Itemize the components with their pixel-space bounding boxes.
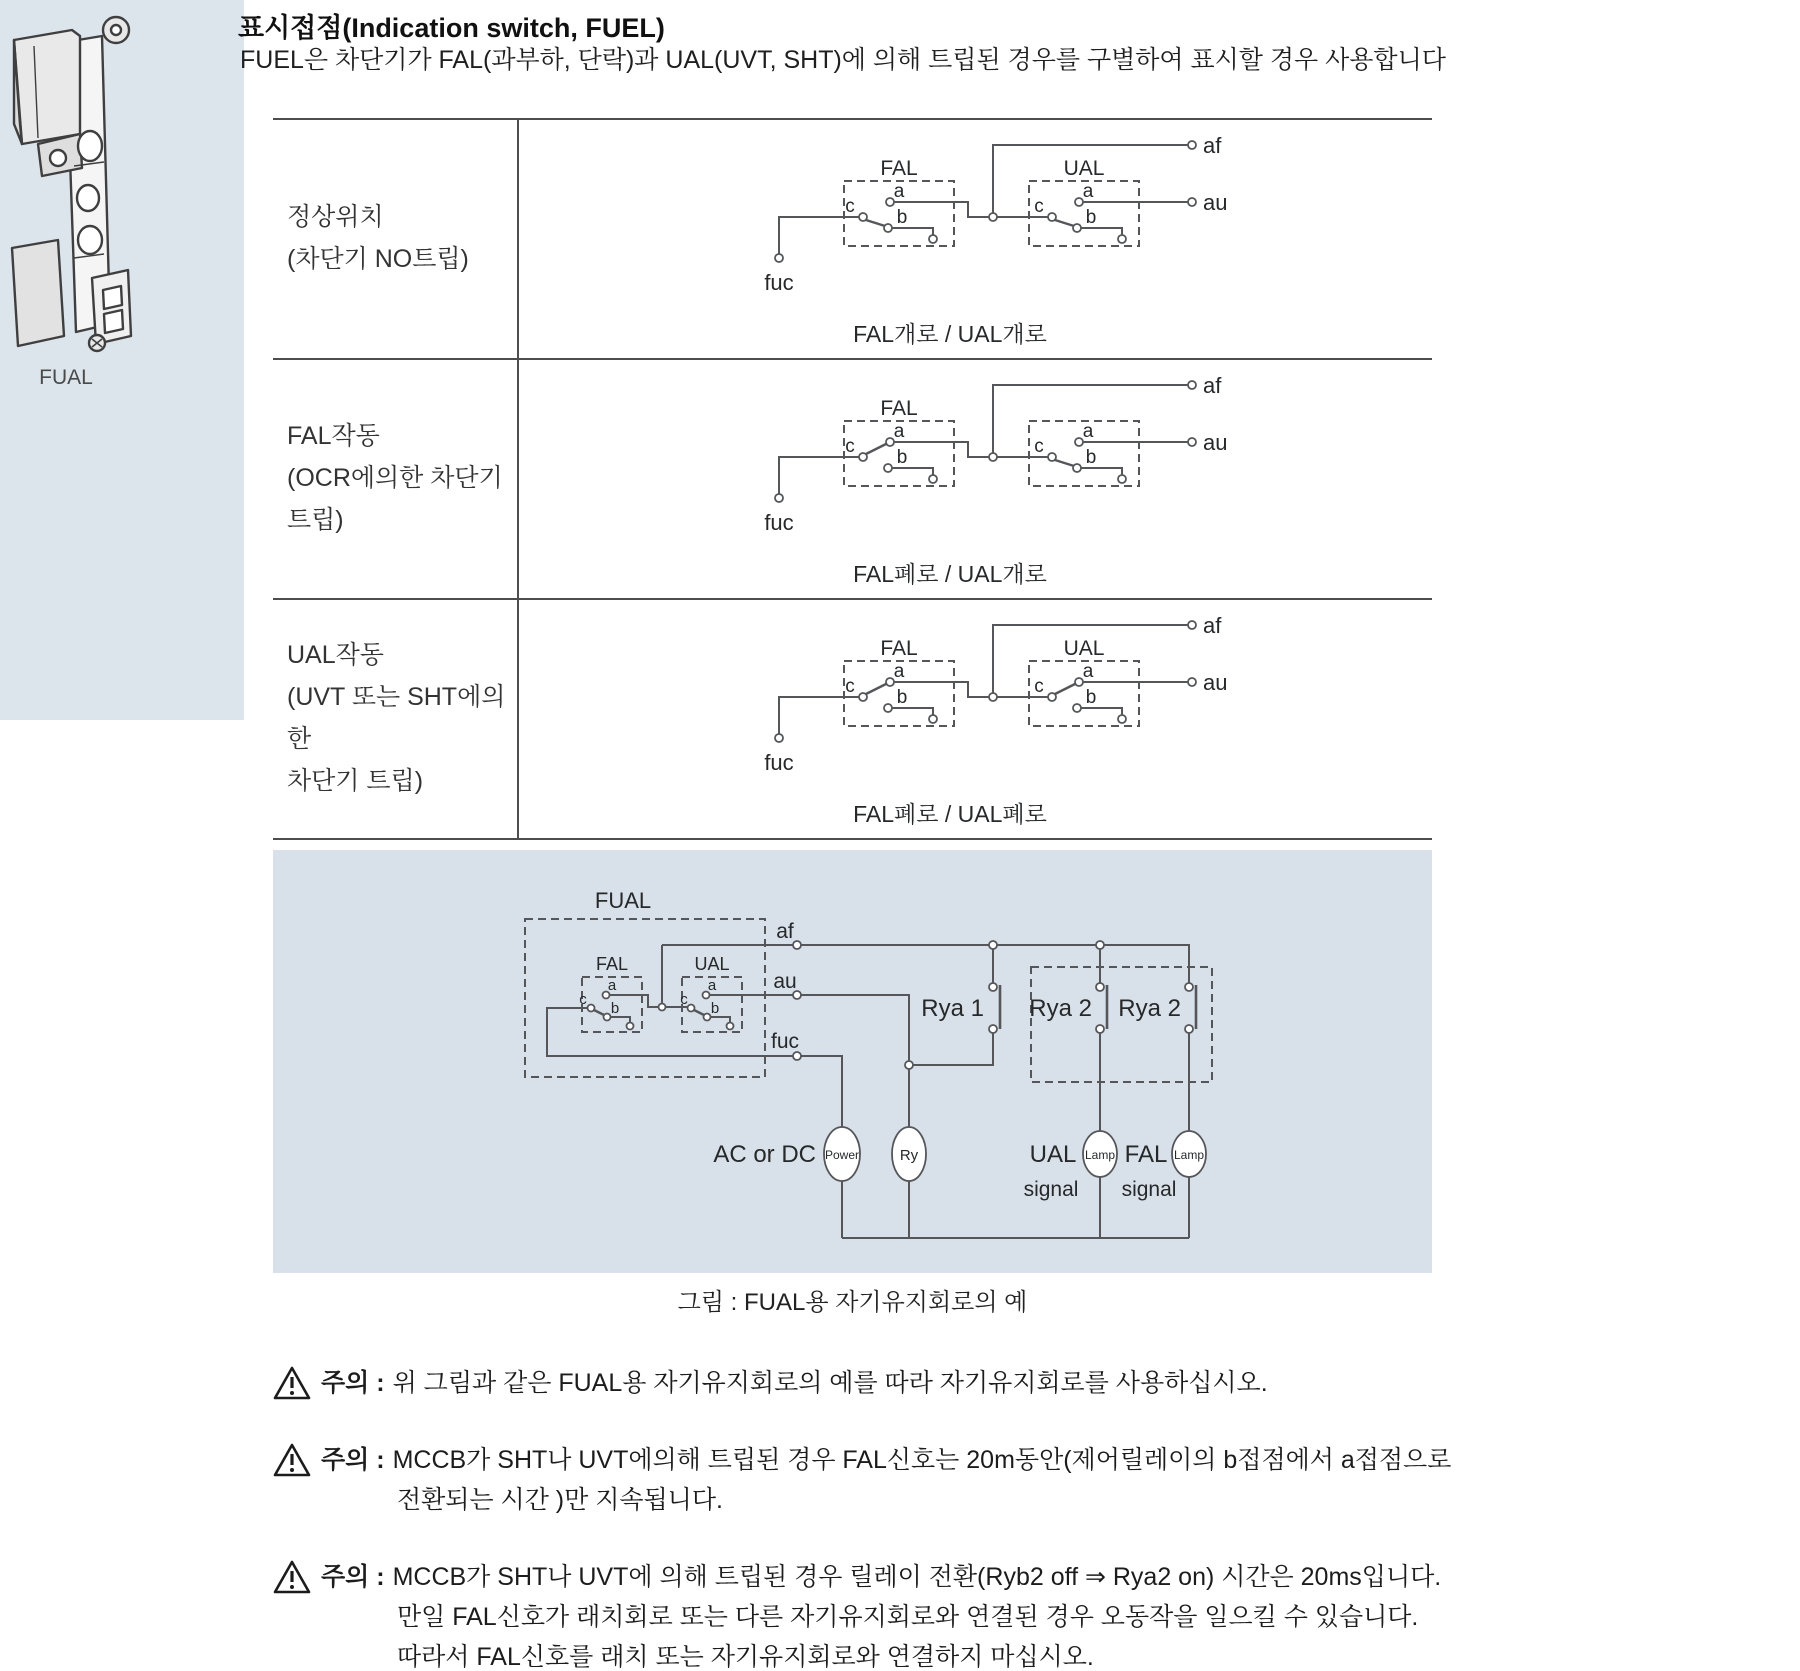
terminal-b-label: b [610, 1000, 620, 1017]
terminal-c-label: c [579, 991, 587, 1008]
ual-lever-open [694, 1010, 704, 1015]
ual-signal-label: signal [1023, 1178, 1079, 1201]
warning-label: 주의 : [321, 1563, 385, 1591]
row-caption: FAL개로 / UAL개로 [853, 321, 1047, 347]
terminal-b-label: b [710, 1000, 720, 1017]
warning-text: 전환되는 시간 )만 지속됩니다. [397, 1486, 723, 1514]
terminal-af-label: af [1203, 613, 1222, 638]
power-label: Power [824, 1148, 860, 1162]
fal-signal-label: signal [1121, 1178, 1177, 1201]
self-holding-circuit-diagram [273, 850, 1432, 1273]
fal-lever-open [866, 220, 885, 226]
table-border [273, 838, 1432, 840]
circuit-diagram-row-ual-operated [519, 598, 1432, 838]
page-subtitle: FUEL은 차단기가 FAL(과부하, 단락)과 UAL(UVT, SHT)에 의해 트립된 경우를 구별하여 표시할 경우 사용합니다 [240, 46, 1446, 74]
warning-text: 따라서 FAL신호를 래치 또는 자기유지회로와 연결하지 마십시오. [397, 1643, 1094, 1671]
figure-caption: 그림 : FUAL용 자기유지회로의 예 [677, 1289, 1028, 1316]
warning-note-2 [273, 1440, 1451, 1520]
terminal-af-label: af [1203, 133, 1222, 158]
warning-label: 주의 : [321, 1446, 385, 1474]
warning-note-1 [273, 1363, 1268, 1403]
fual-box [525, 919, 765, 1077]
row-caption: FAL폐로 / UAL개로 [853, 561, 1047, 587]
row-label-fal-operated: FAL작동 (OCR에의한 차단기 트립) [287, 422, 503, 534]
row-label-normal-position: 정상위치 (차단기 NO트립) [287, 203, 469, 273]
fal-box-label: FAL [880, 637, 918, 660]
indication-table [0, 0, 1800, 827]
rya1-label: Rya 1 [921, 995, 984, 1022]
terminal-fuc-label: fuc [764, 750, 794, 775]
terminal-fuc-label: fuc [764, 270, 794, 295]
terminal-b-label: b [1085, 687, 1097, 708]
terminal-af-label: af [1203, 373, 1222, 398]
terminal-au-label: au [1203, 190, 1228, 215]
terminal-c-label: c [1034, 676, 1044, 697]
terminal-a-label: a [893, 661, 905, 682]
fal-lever-open [594, 1010, 604, 1015]
fal-lever-closed [866, 444, 886, 454]
fual-product-illustration [4, 6, 194, 356]
terminal-b-label: b [1085, 447, 1097, 468]
terminal-a-label: a [1082, 421, 1094, 442]
terminal-b-label: b [1085, 207, 1097, 228]
terminal-af-label: af [776, 920, 794, 943]
fal-box-label: FAL [880, 157, 918, 180]
lamp-label: Lamp [1084, 1148, 1116, 1162]
terminal-c-label: c [1034, 436, 1044, 457]
circuit-diagram-row-normal [519, 118, 1432, 358]
ual-box-label: UAL [1063, 637, 1105, 660]
rya2-relay-box [1031, 967, 1212, 1082]
warning-note-3 [273, 1557, 1441, 1671]
product-label: FUAL [39, 366, 93, 389]
ual-box-label: UAL [694, 954, 730, 974]
terminal-c-label: c [845, 436, 855, 457]
warning-icon [273, 1560, 311, 1595]
ual-lever-open [1055, 220, 1074, 226]
terminal-a-label: a [893, 181, 905, 202]
ry-label: Ry [899, 1147, 919, 1164]
terminal-c-label: c [845, 196, 855, 217]
rya2-label: Rya 2 [1029, 995, 1092, 1022]
fal-box-label: FAL [595, 954, 629, 974]
ac-or-dc-label: AC or DC [713, 1141, 816, 1168]
terminal-c-label: c [680, 991, 688, 1008]
lamp-label: Lamp [1173, 1148, 1205, 1162]
circuit-diagram-row-fal-operated [519, 358, 1432, 598]
terminals [588, 941, 1194, 1069]
rya2-label: Rya 2 [1118, 995, 1181, 1022]
row-label-ual-operated: UAL작동 (UVT 또는 SHT에의한 차단기 트립) [287, 641, 506, 795]
ual-signal-label: UAL [1029, 1141, 1077, 1168]
fal-signal-label: FAL [1124, 1141, 1168, 1168]
fal-box-label: FAL [880, 397, 918, 420]
row-caption: FAL폐로 / UAL폐로 [853, 801, 1047, 827]
page-title: 표시접점(Indication switch, FUEL) [238, 13, 665, 43]
terminal-b-label: b [896, 687, 908, 708]
fual-box-label: FUAL [594, 888, 652, 913]
warning-icon [273, 1366, 311, 1401]
terminal-a-label: a [1082, 661, 1094, 682]
terminal-fuc-label: fuc [770, 1030, 800, 1053]
terminal-b-label: b [896, 207, 908, 228]
warning-icon [273, 1443, 311, 1478]
ual-box-label: UAL [1063, 157, 1105, 180]
terminal-c-label: c [845, 676, 855, 697]
warning-text: MCCB가 SHT나 UVT에의해 트립된 경우 FAL신호는 20m동안(제어릴레이의 b접점에서 a접점으로 [392, 1446, 1452, 1474]
terminal-b-label: b [896, 447, 908, 468]
ual-lever-open [1055, 460, 1074, 466]
terminal-a-label: a [1082, 181, 1094, 202]
warning-label: 주의 : [321, 1369, 385, 1397]
terminal-au-label: au [773, 970, 797, 993]
terminal-au-label: au [1203, 430, 1228, 455]
wires [547, 945, 1189, 1238]
warning-text: MCCB가 SHT나 UVT에 의해 트립된 경우 릴레이 전환(Ryb2 off ⇒ Rya2 on) 시간은 20ms입니다. [392, 1563, 1442, 1591]
ual-lever-closed [1055, 684, 1075, 694]
terminal-a-label: a [607, 977, 617, 994]
terminal-fuc-label: fuc [764, 510, 794, 535]
warning-text: 위 그림과 같은 FUAL용 자기유지회로의 예를 따라 자기유지회로를 사용하십시오. [392, 1369, 1268, 1397]
terminal-a-label: a [893, 421, 905, 442]
terminal-a-label: a [707, 977, 717, 994]
self-holding-circuit-panel [273, 850, 1432, 1273]
fal-lever-closed [866, 684, 886, 694]
terminal-c-label: c [1034, 196, 1044, 217]
terminal-au-label: au [1203, 670, 1228, 695]
warning-text: 만일 FAL신호가 래치회로 또는 다른 자기유지회로와 연결된 경우 오동작을 일으킬 수 있습니다. [397, 1603, 1419, 1631]
